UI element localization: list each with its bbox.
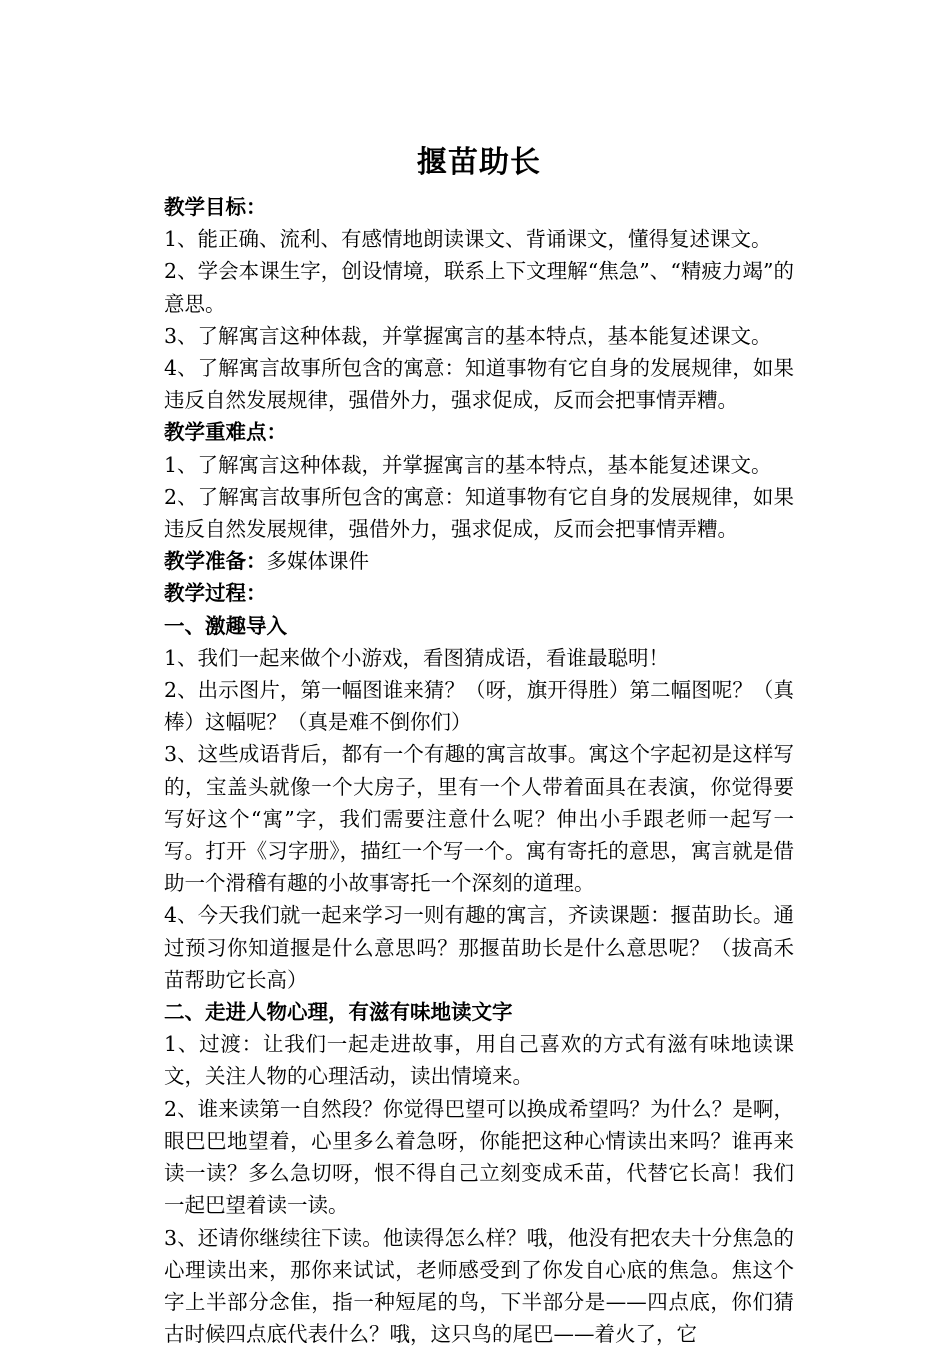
paragraph: 3、了解寓言这种体裁，并掌握寓言的基本特点，基本能复述课文。: [164, 320, 794, 352]
paragraph: 2、了解寓言故事所包含的寓意：知道事物有它自身的发展规律，如果违反自然发展规律，强借外力，强求促成，反而会把事情弄糟。: [164, 481, 794, 545]
document-title: 揠苗助长: [164, 140, 794, 186]
section-heading: 教学过程：: [164, 577, 794, 609]
document-page: [164, 140, 794, 1350]
paragraph: 2、学会本课生字，创设情境，联系上下文理解“焦急”、“精疲力竭”的意思。: [164, 255, 794, 319]
document-body: [164, 191, 794, 1350]
paragraph: 4、今天我们就一起来学习一则有趣的寓言，齐读课题：揠苗助长。通过预习你知道揠是什么意思吗？那揠苗助长是什么意思呢？（拔高禾苗帮助它长高）: [164, 899, 794, 996]
paragraph: 3、这些成语背后，都有一个有趣的寓言故事。寓这个字起初是这样写的，宝盖头就像一个大房子，里有一个人带着面具在表演，你觉得要写好这个“寓”字，我们需要注意什么呢？伸出小手跟老师一起写一写。打开《习字册》，描红一个写一个。寓有寄托的意思，寓言就是借助一个滑稽有趣的小故事寄托一个深刻的道理。: [164, 738, 794, 899]
section-heading: 教学重难点：: [164, 416, 794, 448]
labeled-line: [164, 545, 794, 577]
paragraph: 1、过渡：让我们一起走进故事，用自己喜欢的方式有滋有味地读课文，关注人物的心理活动，读出情境来。: [164, 1028, 794, 1092]
line-label: 教学准备：: [164, 549, 267, 573]
line-text: 多媒体课件: [267, 549, 370, 573]
paragraph: 3、还请你继续往下读。他读得怎么样？哦，他没有把农夫十分焦急的心理读出来，那你来试试，老师感受到了你发自心底的焦急。焦这个字上半部分念隹，指一种短尾的鸟，下半部分是——四点底，你们猜古时候四点底代表什么？哦，这只鸟的尾巴——着火了，它: [164, 1222, 794, 1350]
paragraph: 1、了解寓言这种体裁，并掌握寓言的基本特点，基本能复述课文。: [164, 449, 794, 481]
paragraph: 2、出示图片，第一幅图谁来猜？（呀，旗开得胜）第二幅图呢？（真棒）这幅呢？（真是难不倒你们）: [164, 674, 794, 738]
section-heading: 二、走进人物心理，有滋有味地读文字: [164, 996, 794, 1028]
paragraph: 1、能正确、流利、有感情地朗读课文、背诵课文，懂得复述课文。: [164, 223, 794, 255]
paragraph: 2、谁来读第一自然段？你觉得巴望可以换成希望吗？为什么？是啊，眼巴巴地望着，心里多么着急呀，你能把这种心情读出来吗？谁再来读一读？多么急切呀，恨不得自己立刻变成禾苗，代替它长高！我们一起巴望着读一读。: [164, 1093, 794, 1222]
paragraph: 1、我们一起来做个小游戏，看图猜成语，看谁最聪明！: [164, 642, 794, 674]
paragraph: 4、了解寓言故事所包含的寓意：知道事物有它自身的发展规律，如果违反自然发展规律，强借外力，强求促成，反而会把事情弄糟。: [164, 352, 794, 416]
section-heading: 教学目标：: [164, 191, 794, 223]
section-heading: 一、激趣导入: [164, 610, 794, 642]
